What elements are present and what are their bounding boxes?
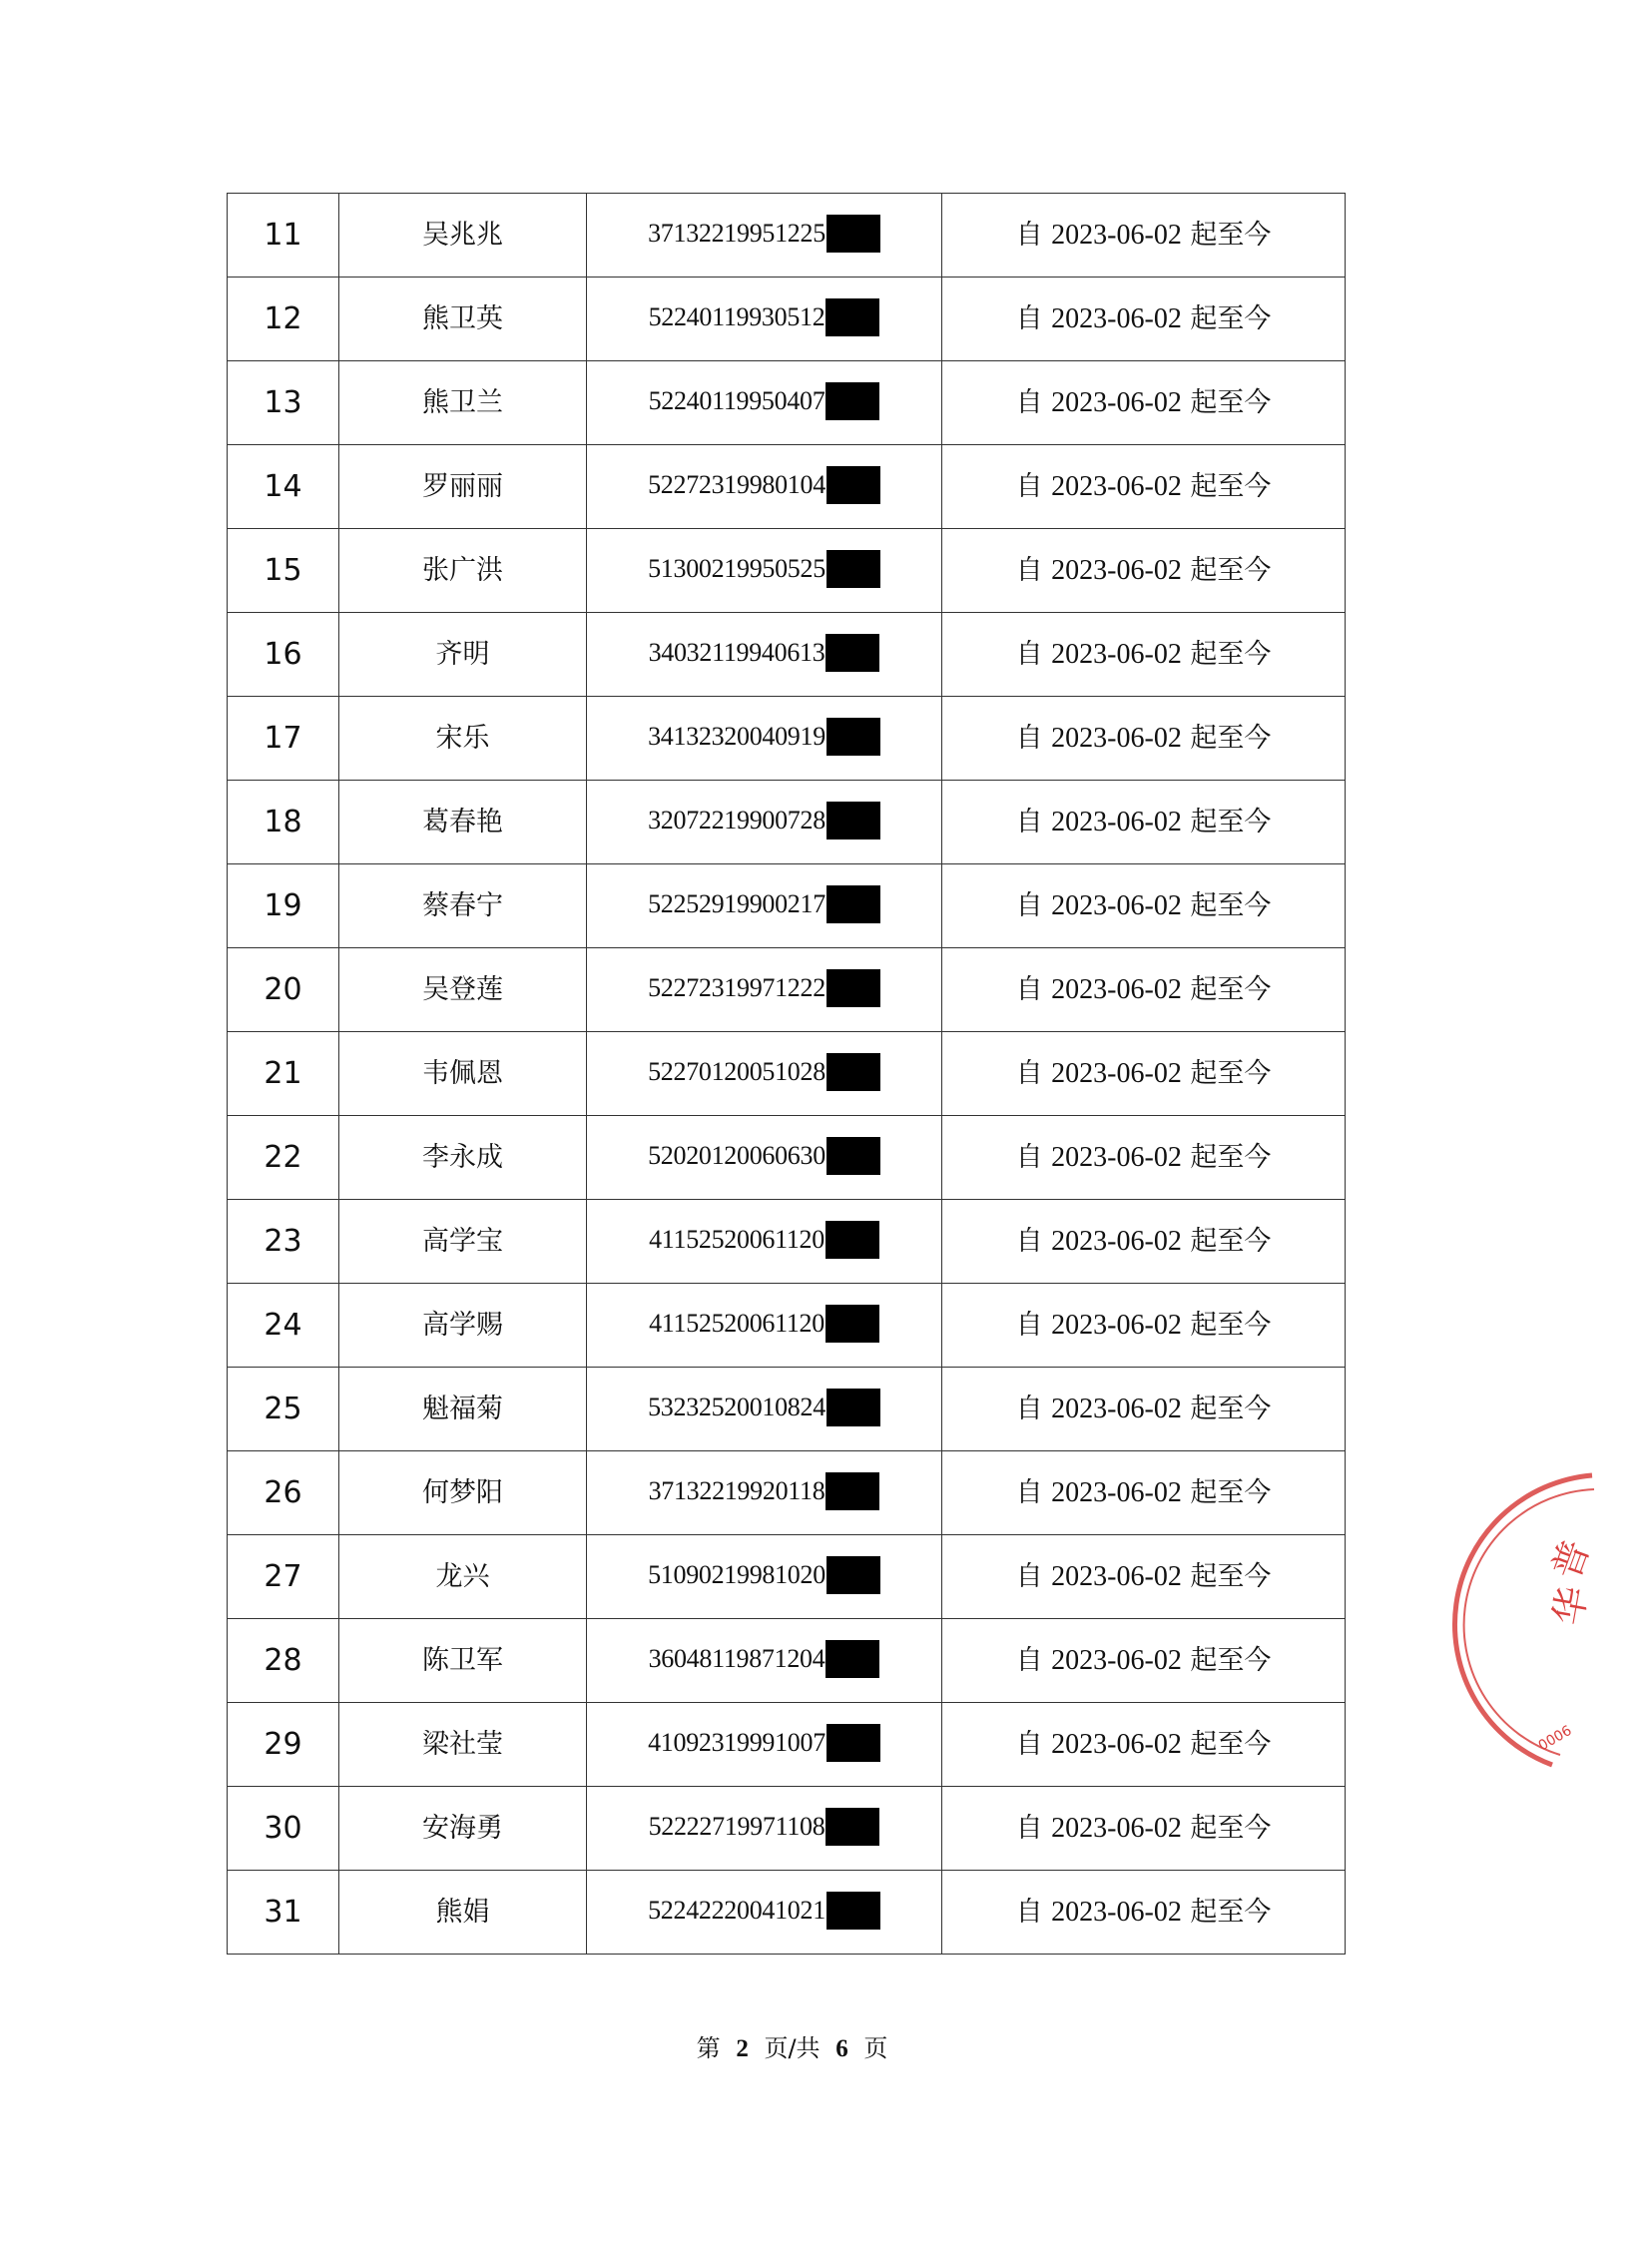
row-number: 14 <box>228 445 339 529</box>
period-suffix: 起至今 <box>1190 386 1272 418</box>
row-number: 11 <box>228 194 339 278</box>
person-name: 高学赐 <box>339 1284 587 1368</box>
period-prefix: 自 <box>1015 1812 1043 1844</box>
id-number-visible-part: 51090219981020 <box>648 1559 826 1589</box>
id-number-cell <box>587 445 942 529</box>
period-suffix: 起至今 <box>1190 470 1272 502</box>
period-prefix: 自 <box>1015 302 1043 334</box>
period-start-date: 2023-06-02 <box>1051 973 1182 1005</box>
period-prefix: 自 <box>1015 889 1043 921</box>
id-number-visible-part: 41152520061120 <box>649 1224 825 1254</box>
person-name: 罗丽丽 <box>339 445 587 529</box>
period-suffix: 起至今 <box>1190 973 1272 1005</box>
page-footer <box>0 2028 1584 2063</box>
id-number-cell <box>587 1703 942 1787</box>
id-number-cell <box>587 1116 942 1200</box>
period-suffix: 起至今 <box>1190 722 1272 754</box>
total-pages-number: 6 <box>835 2035 848 2062</box>
roster-table-body <box>228 194 1346 1955</box>
table-row <box>228 864 1346 948</box>
row-number: 24 <box>228 1284 339 1368</box>
period-suffix: 起至今 <box>1190 1644 1272 1676</box>
row-number: 15 <box>228 529 339 613</box>
person-name: 李永成 <box>339 1116 587 1200</box>
period-prefix: 自 <box>1015 219 1043 251</box>
row-number: 18 <box>228 781 339 864</box>
period-start-date: 2023-06-02 <box>1051 1644 1182 1676</box>
redaction-block <box>826 1724 880 1762</box>
period-cell <box>942 1284 1346 1368</box>
roster-table <box>227 193 1346 1955</box>
person-name: 高学宝 <box>339 1200 587 1284</box>
redaction-block <box>826 1892 880 1930</box>
id-number-visible-part: 52222719971108 <box>648 1811 826 1841</box>
id-number-visible-part: 52270120051028 <box>648 1056 826 1086</box>
period-prefix: 自 <box>1015 554 1043 586</box>
row-number: 12 <box>228 278 339 361</box>
seal-outer-ring <box>1454 1475 1592 1765</box>
id-number-cell <box>587 1032 942 1116</box>
person-name: 蔡春宁 <box>339 864 587 948</box>
period-prefix: 自 <box>1015 386 1043 418</box>
period-prefix: 自 <box>1015 1896 1043 1928</box>
period-suffix: 起至今 <box>1190 1225 1272 1257</box>
footer-suffix: 页 <box>863 2034 888 2062</box>
redaction-block <box>826 885 880 923</box>
table-row <box>228 781 1346 864</box>
period-prefix: 自 <box>1015 1225 1043 1257</box>
id-number-visible-part: 41092319991007 <box>648 1727 826 1757</box>
table-row <box>228 948 1346 1032</box>
id-number-visible-part: 37132219951225 <box>648 218 826 248</box>
period-prefix: 自 <box>1015 973 1043 1005</box>
period-suffix: 起至今 <box>1190 302 1272 334</box>
period-start-date: 2023-06-02 <box>1051 1476 1182 1508</box>
period-start-date: 2023-06-02 <box>1051 1812 1182 1844</box>
person-name: 齐明 <box>339 613 587 697</box>
row-number: 17 <box>228 697 339 781</box>
table-row <box>228 1535 1346 1619</box>
period-start-date: 2023-06-02 <box>1051 1560 1182 1592</box>
current-page-number: 2 <box>736 2035 749 2062</box>
id-number-visible-part: 51300219950525 <box>648 553 826 583</box>
period-cell <box>942 445 1346 529</box>
table-row <box>228 529 1346 613</box>
row-number: 29 <box>228 1703 339 1787</box>
person-name: 韦佩恩 <box>339 1032 587 1116</box>
period-cell <box>942 1871 1346 1955</box>
id-number-cell <box>587 864 942 948</box>
period-prefix: 自 <box>1015 722 1043 754</box>
id-number-visible-part: 52240119930512 <box>648 301 826 331</box>
id-number-cell <box>587 948 942 1032</box>
table-row <box>228 1200 1346 1284</box>
id-number-visible-part: 52272319971222 <box>648 972 826 1002</box>
id-number-cell <box>587 1451 942 1535</box>
period-suffix: 起至今 <box>1190 1560 1272 1592</box>
id-number-visible-part: 41152520061120 <box>649 1308 825 1338</box>
id-number-cell <box>587 1368 942 1451</box>
period-start-date: 2023-06-02 <box>1051 386 1182 418</box>
table-row <box>228 278 1346 361</box>
person-name: 安海勇 <box>339 1787 587 1871</box>
id-number-cell <box>587 1284 942 1368</box>
period-cell <box>942 1787 1346 1871</box>
period-suffix: 起至今 <box>1190 1812 1272 1844</box>
period-start-date: 2023-06-02 <box>1051 1309 1182 1341</box>
row-number: 26 <box>228 1451 339 1535</box>
period-start-date: 2023-06-02 <box>1051 1728 1182 1760</box>
person-name: 熊卫英 <box>339 278 587 361</box>
id-number-cell <box>587 361 942 445</box>
footer-prefix: 第 <box>696 2034 721 2062</box>
person-name: 葛春艳 <box>339 781 587 864</box>
period-suffix: 起至今 <box>1190 1476 1272 1508</box>
redaction-block <box>826 1472 879 1510</box>
period-cell <box>942 1619 1346 1703</box>
redaction-block <box>826 1053 880 1091</box>
period-suffix: 起至今 <box>1190 1728 1272 1760</box>
id-number-cell <box>587 781 942 864</box>
period-start-date: 2023-06-02 <box>1051 1141 1182 1173</box>
table-row <box>228 1787 1346 1871</box>
redaction-block <box>826 298 879 336</box>
table-row <box>228 1703 1346 1787</box>
period-start-date: 2023-06-02 <box>1051 1896 1182 1928</box>
period-suffix: 起至今 <box>1190 638 1272 670</box>
period-cell <box>942 613 1346 697</box>
period-cell <box>942 1535 1346 1619</box>
redaction-block <box>826 1640 879 1678</box>
footer-middle: 页/共 <box>764 2034 821 2062</box>
period-suffix: 起至今 <box>1190 1057 1272 1089</box>
person-name: 宋乐 <box>339 697 587 781</box>
period-suffix: 起至今 <box>1190 806 1272 838</box>
id-number-cell <box>587 1871 942 1955</box>
seal-inner-ring <box>1464 1489 1594 1755</box>
person-name: 陈卫军 <box>339 1619 587 1703</box>
id-number-visible-part: 34132320040919 <box>648 721 826 751</box>
period-cell <box>942 781 1346 864</box>
redaction-block <box>826 1556 880 1594</box>
period-suffix: 起至今 <box>1190 219 1272 251</box>
id-number-cell <box>587 1787 942 1871</box>
row-number: 31 <box>228 1871 339 1955</box>
period-cell <box>942 1451 1346 1535</box>
id-number-cell <box>587 697 942 781</box>
seal-character: 普 <box>1543 1533 1599 1585</box>
period-start-date: 2023-06-02 <box>1051 638 1182 670</box>
period-cell <box>942 1703 1346 1787</box>
red-seal-stamp <box>1532 1465 1652 1785</box>
person-name: 梁社莹 <box>339 1703 587 1787</box>
period-prefix: 自 <box>1015 1393 1043 1424</box>
table-row <box>228 1451 1346 1535</box>
period-prefix: 自 <box>1015 1476 1043 1508</box>
seal-code: 0006 <box>1535 1722 1575 1755</box>
period-cell <box>942 1032 1346 1116</box>
id-number-visible-part: 52240119950407 <box>648 385 826 415</box>
period-cell <box>942 278 1346 361</box>
period-cell <box>942 1116 1346 1200</box>
id-number-visible-part: 52272319980104 <box>648 469 826 499</box>
id-number-visible-part: 32072219900728 <box>648 805 826 835</box>
period-start-date: 2023-06-02 <box>1051 219 1182 251</box>
person-name: 熊娟 <box>339 1871 587 1955</box>
table-row <box>228 194 1346 278</box>
period-prefix: 自 <box>1015 638 1043 670</box>
person-name: 何梦阳 <box>339 1451 587 1535</box>
period-start-date: 2023-06-02 <box>1051 806 1182 838</box>
period-start-date: 2023-06-02 <box>1051 1393 1182 1424</box>
id-number-cell <box>587 194 942 278</box>
table-row <box>228 1032 1346 1116</box>
person-name: 魁福菊 <box>339 1368 587 1451</box>
period-cell <box>942 948 1346 1032</box>
period-start-date: 2023-06-02 <box>1051 302 1182 334</box>
redaction-block <box>826 466 880 504</box>
redaction-block <box>826 634 879 672</box>
period-suffix: 起至今 <box>1190 554 1272 586</box>
period-suffix: 起至今 <box>1190 1896 1272 1928</box>
period-prefix: 自 <box>1015 470 1043 502</box>
id-number-visible-part: 34032119940613 <box>648 637 826 667</box>
period-prefix: 自 <box>1015 1728 1043 1760</box>
period-cell <box>942 194 1346 278</box>
table-row <box>228 1871 1346 1955</box>
period-start-date: 2023-06-02 <box>1051 470 1182 502</box>
row-number: 30 <box>228 1787 339 1871</box>
id-number-cell <box>587 1200 942 1284</box>
person-name: 吴兆兆 <box>339 194 587 278</box>
row-number: 22 <box>228 1116 339 1200</box>
table-row <box>228 1368 1346 1451</box>
id-number-visible-part: 53232520010824 <box>648 1392 826 1421</box>
seal-character: 华 <box>1545 1583 1596 1629</box>
row-number: 27 <box>228 1535 339 1619</box>
id-number-visible-part: 36048119871204 <box>648 1643 826 1673</box>
id-number-cell <box>587 278 942 361</box>
period-cell <box>942 1200 1346 1284</box>
period-prefix: 自 <box>1015 1560 1043 1592</box>
table-row <box>228 445 1346 529</box>
period-prefix: 自 <box>1015 1309 1043 1341</box>
period-prefix: 自 <box>1015 1057 1043 1089</box>
redaction-block <box>826 969 880 1007</box>
period-start-date: 2023-06-02 <box>1051 1057 1182 1089</box>
period-suffix: 起至今 <box>1190 1309 1272 1341</box>
id-number-visible-part: 52020120060630 <box>648 1140 826 1170</box>
period-prefix: 自 <box>1015 806 1043 838</box>
redaction-block <box>826 1305 879 1343</box>
redaction-block <box>826 1221 879 1259</box>
row-number: 25 <box>228 1368 339 1451</box>
id-number-cell <box>587 613 942 697</box>
row-number: 13 <box>228 361 339 445</box>
redaction-block <box>826 382 879 420</box>
redaction-block <box>826 718 880 756</box>
id-number-visible-part: 37132219920118 <box>648 1475 826 1505</box>
id-number-cell <box>587 529 942 613</box>
row-number: 16 <box>228 613 339 697</box>
person-name: 熊卫兰 <box>339 361 587 445</box>
row-number: 23 <box>228 1200 339 1284</box>
period-suffix: 起至今 <box>1190 1393 1272 1424</box>
table-row <box>228 1116 1346 1200</box>
redaction-block <box>826 215 880 253</box>
id-number-visible-part: 52242220041021 <box>648 1895 826 1925</box>
id-number-cell <box>587 1619 942 1703</box>
table-row <box>228 697 1346 781</box>
row-number: 28 <box>228 1619 339 1703</box>
id-number-visible-part: 52252919900217 <box>648 888 826 918</box>
person-name: 张广洪 <box>339 529 587 613</box>
period-cell <box>942 1368 1346 1451</box>
period-start-date: 2023-06-02 <box>1051 722 1182 754</box>
period-start-date: 2023-06-02 <box>1051 554 1182 586</box>
period-cell <box>942 361 1346 445</box>
period-suffix: 起至今 <box>1190 1141 1272 1173</box>
redaction-block <box>826 802 880 840</box>
redaction-block <box>826 1137 880 1175</box>
person-name: 吴登莲 <box>339 948 587 1032</box>
row-number: 19 <box>228 864 339 948</box>
period-suffix: 起至今 <box>1190 889 1272 921</box>
table-row <box>228 361 1346 445</box>
period-start-date: 2023-06-02 <box>1051 889 1182 921</box>
redaction-block <box>826 1389 880 1426</box>
period-start-date: 2023-06-02 <box>1051 1225 1182 1257</box>
period-cell <box>942 864 1346 948</box>
period-prefix: 自 <box>1015 1644 1043 1676</box>
row-number: 20 <box>228 948 339 1032</box>
row-number: 21 <box>228 1032 339 1116</box>
table-row <box>228 1284 1346 1368</box>
period-prefix: 自 <box>1015 1141 1043 1173</box>
table-row <box>228 1619 1346 1703</box>
person-name: 龙兴 <box>339 1535 587 1619</box>
id-number-cell <box>587 1535 942 1619</box>
period-cell <box>942 697 1346 781</box>
redaction-block <box>826 550 880 588</box>
table-row <box>228 613 1346 697</box>
redaction-block <box>826 1808 879 1846</box>
period-cell <box>942 529 1346 613</box>
